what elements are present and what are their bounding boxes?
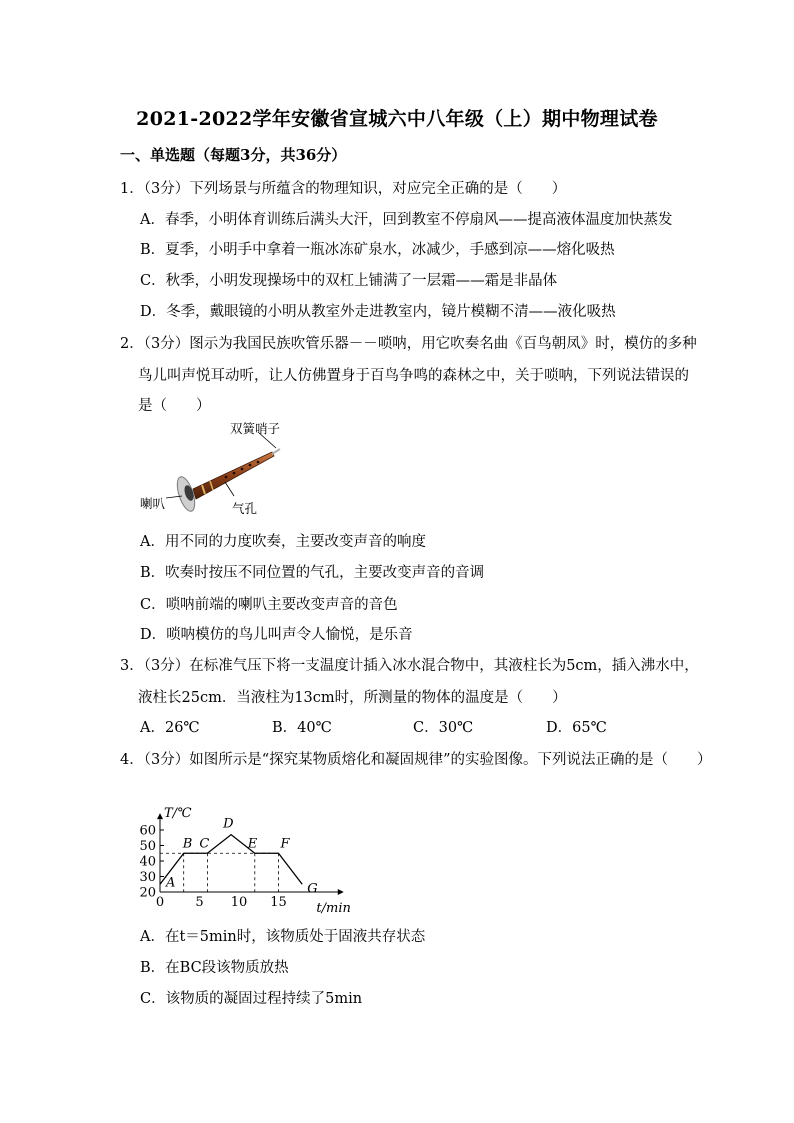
q3-choice-d: D．65℃ bbox=[546, 720, 607, 736]
x-tick-label: 5 bbox=[195, 895, 204, 910]
label-bell: 喇叭 bbox=[140, 496, 166, 511]
point-label-a: A bbox=[166, 875, 176, 891]
x-axis-label: t/min bbox=[316, 901, 351, 916]
q3-stem-line-1: 3．（3分）在标准气压下将一支温度计插入冰水混合物中，其液柱长为5cm，插入沸水中， bbox=[120, 658, 699, 674]
y-tick-label: 40 bbox=[139, 854, 156, 870]
label-reed: 双簧哨子 bbox=[230, 421, 281, 436]
point-label-b: B bbox=[182, 836, 193, 852]
section-heading: 一、单选题（每题3分，共36分） bbox=[120, 146, 347, 164]
q3-choice-c: C．30℃ bbox=[413, 720, 474, 736]
q1-option-a: A．春季，小明体育训练后满头大汗，回到教室不停扇风——提高液体温度加快蒸发 bbox=[140, 212, 673, 228]
q2-stem-line-2: 鸟儿叫声悦耳动听，让人仿佛置身于百鸟争鸣的森林之中，关于唢呐，下列说法错误的 bbox=[138, 368, 689, 384]
q1-option-c: C．秋季，小明发现操场中的双杠上铺满了一层霜——霜是非晶体 bbox=[140, 273, 558, 289]
q2-option-d: D．唢呐模仿的鸟儿叫声令人愉悦，是乐音 bbox=[140, 627, 413, 643]
q3-choice-a: A．26℃ bbox=[140, 720, 200, 736]
label-hole: 气孔 bbox=[232, 501, 258, 516]
x-tick-label: 10 bbox=[230, 895, 248, 910]
y-tick-label: 20 bbox=[139, 885, 156, 901]
q3-stem-line-2: 液柱长25cm．当液柱为13cm时，所测量的物体的温度是（ ） bbox=[138, 690, 567, 706]
exam-title: 2021-2022学年安徽省宣城六中八年级（上）期中物理试卷 bbox=[136, 108, 658, 130]
q4-option-c: C．该物质的凝固过程持续了5min bbox=[140, 991, 363, 1007]
point-label-d: D bbox=[223, 816, 234, 832]
x-tick-label: 15 bbox=[270, 895, 287, 910]
point-label-e: E bbox=[247, 836, 258, 852]
q2-option-a: A．用不同的力度吹奏，主要改变声音的响度 bbox=[140, 534, 426, 550]
q2-option-b: B．吹奏时按压不同位置的气孔，主要改变声音的音调 bbox=[140, 565, 485, 581]
q2-stem-line-3: 是（ ） bbox=[138, 398, 211, 414]
y-axis-arrow bbox=[157, 813, 163, 819]
q1-option-d: D．冬季，戴眼镜的小明从教室外走进教室内，镜片模糊不清——液化吸热 bbox=[140, 304, 616, 320]
q1-stem: 1．（3分）下列场景与所蕴含的物理知识，对应完全正确的是（ ） bbox=[120, 181, 567, 197]
y-axis-label: T/℃ bbox=[164, 806, 192, 822]
y-tick-label: 60 bbox=[139, 823, 156, 839]
x-tick-label: 0 bbox=[155, 895, 165, 910]
q2-stem-line-1: 2．（3分）图示为我国民族吹管乐器－－唢呐，用它吹奏名曲《百鸟朝凤》时，模仿的多种 bbox=[120, 336, 697, 352]
q3-choice-b: B．40℃ bbox=[272, 720, 332, 736]
q2-option-c: C．唢呐前端的喇叭主要改变声音的音色 bbox=[140, 597, 398, 613]
q4-stem: 4．（3分）如图所示是“探究某物质熔化和凝固规律”的实验图像。下列说法正确的是（ ） bbox=[120, 752, 712, 768]
x-axis-arrow bbox=[338, 889, 344, 895]
y-tick-label: 30 bbox=[139, 870, 156, 885]
y-tick-label: 50 bbox=[139, 839, 156, 854]
q1-option-b: B．夏季，小明手中拿着一瓶冰冻矿泉水，冰减少，手感到凉——熔化吸热 bbox=[140, 242, 615, 258]
point-label-c: C bbox=[199, 836, 210, 852]
point-label-f: F bbox=[280, 836, 290, 852]
q4-option-a: A．在t＝5min时，该物质处于固液共存状态 bbox=[140, 929, 426, 945]
q4-option-b: B．在BC段该物质放热 bbox=[140, 960, 289, 976]
point-label-g: G bbox=[307, 881, 318, 897]
